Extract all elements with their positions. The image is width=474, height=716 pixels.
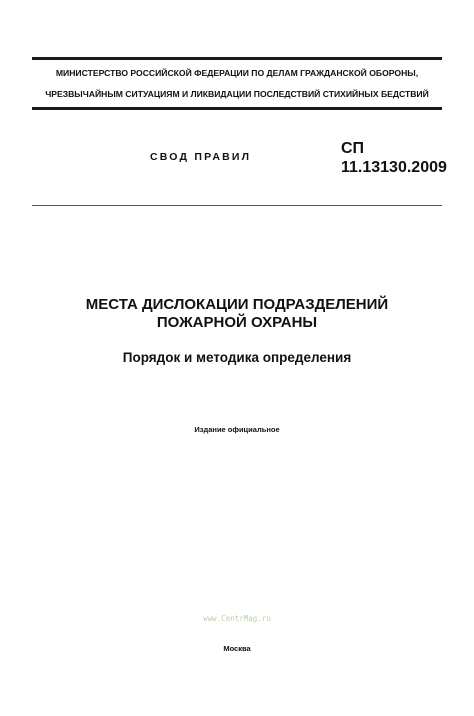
watermark: www.CentrMag.ru bbox=[203, 614, 271, 623]
document-subtitle: Порядок и методика определения bbox=[122, 350, 352, 365]
sp-prefix: СП bbox=[341, 140, 365, 157]
svod-label: СВОД ПРАВИЛ bbox=[150, 151, 252, 163]
header-rule bbox=[32, 107, 442, 110]
sp-number: 11.13130.2009 bbox=[341, 159, 447, 176]
document-title-line-1: МЕСТА ДИСЛОКАЦИИ ПОДРАЗДЕЛЕНИЙ bbox=[85, 296, 389, 313]
sp-code bbox=[341, 139, 447, 177]
city-label: Москва bbox=[223, 644, 251, 653]
document-title-line-2: ПОЖАРНОЙ ОХРАНЫ bbox=[156, 314, 318, 331]
ministry-line-1: МИНИСТЕРСТВО РОССИЙСКОЙ ФЕДЕРАЦИИ ПО ДЕЛАМ ГРАЖДАНСКОЙ ОБОРОНЫ, bbox=[55, 68, 419, 78]
top-rule bbox=[32, 57, 442, 60]
edition-label: Издание официальное bbox=[194, 425, 280, 434]
code-rule bbox=[32, 205, 442, 206]
ministry-line-2: ЧРЕЗВЫЧАЙНЫМ СИТУАЦИЯМ И ЛИКВИДАЦИИ ПОСЛЕДСТВИЙ СТИХИЙНЫХ БЕДСТВИЙ bbox=[45, 89, 429, 99]
